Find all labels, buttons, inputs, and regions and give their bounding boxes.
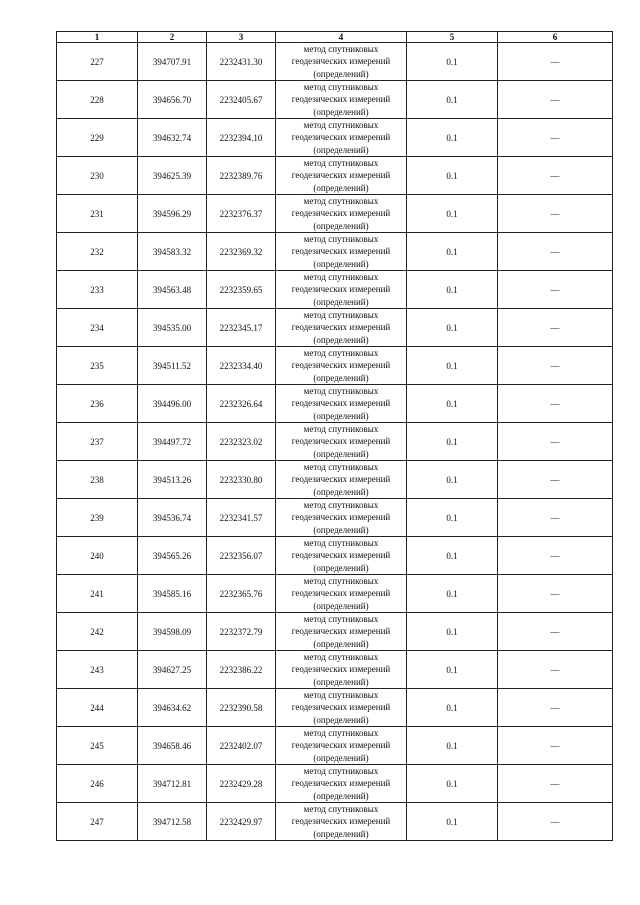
accuracy-cell: 0.1 bbox=[407, 119, 498, 157]
note-cell: — bbox=[498, 499, 613, 537]
table-row bbox=[57, 461, 613, 499]
point-number-cell: 243 bbox=[57, 651, 138, 689]
x-coordinate-cell: 394658.46 bbox=[138, 727, 207, 765]
method-cell bbox=[276, 157, 407, 195]
method-cell bbox=[276, 195, 407, 233]
x-coordinate-cell: 394513.26 bbox=[138, 461, 207, 499]
accuracy-cell: 0.1 bbox=[407, 157, 498, 195]
x-coordinate-cell: 394511.52 bbox=[138, 347, 207, 385]
method-text: метод спутниковых геодезических измерений (определений) bbox=[291, 804, 391, 839]
accuracy-cell: 0.1 bbox=[407, 727, 498, 765]
table-row bbox=[57, 575, 613, 613]
y-coordinate-cell: 2232429.28 bbox=[207, 765, 276, 803]
accuracy-cell: 0.1 bbox=[407, 309, 498, 347]
x-coordinate-cell: 394598.09 bbox=[138, 613, 207, 651]
y-coordinate-cell: 2232376.37 bbox=[207, 195, 276, 233]
x-coordinate-cell: 394535.00 bbox=[138, 309, 207, 347]
note-cell: — bbox=[498, 233, 613, 271]
note-cell: — bbox=[498, 43, 613, 81]
method-cell bbox=[276, 271, 407, 309]
accuracy-cell: 0.1 bbox=[407, 43, 498, 81]
method-cell bbox=[276, 613, 407, 651]
accuracy-cell: 0.1 bbox=[407, 347, 498, 385]
table-row bbox=[57, 803, 613, 841]
coordinates-table bbox=[56, 31, 613, 841]
y-coordinate-cell: 2232356.07 bbox=[207, 537, 276, 575]
note-cell: — bbox=[498, 195, 613, 233]
point-number-cell: 227 bbox=[57, 43, 138, 81]
x-coordinate-cell: 394625.39 bbox=[138, 157, 207, 195]
method-cell bbox=[276, 689, 407, 727]
method-text: метод спутниковых геодезических измерений (определений) bbox=[291, 348, 391, 383]
method-cell bbox=[276, 499, 407, 537]
method-cell bbox=[276, 81, 407, 119]
table-row bbox=[57, 347, 613, 385]
method-cell bbox=[276, 765, 407, 803]
y-coordinate-cell: 2232365.76 bbox=[207, 575, 276, 613]
method-text: метод спутниковых геодезических измерений (определений) bbox=[291, 120, 391, 155]
point-number-cell: 236 bbox=[57, 385, 138, 423]
table-row bbox=[57, 423, 613, 461]
x-coordinate-cell: 394563.48 bbox=[138, 271, 207, 309]
method-text: метод спутниковых геодезических измерений (определений) bbox=[291, 386, 391, 421]
method-text: метод спутниковых геодезических измерений (определений) bbox=[291, 310, 391, 345]
method-cell bbox=[276, 119, 407, 157]
y-coordinate-cell: 2232405.67 bbox=[207, 81, 276, 119]
note-cell: — bbox=[498, 157, 613, 195]
point-number-cell: 240 bbox=[57, 537, 138, 575]
header-col-6: 6 bbox=[498, 32, 613, 43]
accuracy-cell: 0.1 bbox=[407, 271, 498, 309]
point-number-cell: 241 bbox=[57, 575, 138, 613]
point-number-cell: 242 bbox=[57, 613, 138, 651]
y-coordinate-cell: 2232390.58 bbox=[207, 689, 276, 727]
method-cell bbox=[276, 651, 407, 689]
y-coordinate-cell: 2232431.30 bbox=[207, 43, 276, 81]
table-row bbox=[57, 43, 613, 81]
accuracy-cell: 0.1 bbox=[407, 803, 498, 841]
point-number-cell: 231 bbox=[57, 195, 138, 233]
accuracy-cell: 0.1 bbox=[407, 765, 498, 803]
table-row bbox=[57, 233, 613, 271]
table-row bbox=[57, 81, 613, 119]
method-cell bbox=[276, 461, 407, 499]
note-cell: — bbox=[498, 271, 613, 309]
point-number-cell: 232 bbox=[57, 233, 138, 271]
x-coordinate-cell: 394565.26 bbox=[138, 537, 207, 575]
accuracy-cell: 0.1 bbox=[407, 499, 498, 537]
note-cell: — bbox=[498, 613, 613, 651]
header-col-4: 4 bbox=[276, 32, 407, 43]
note-cell: — bbox=[498, 575, 613, 613]
note-cell: — bbox=[498, 119, 613, 157]
accuracy-cell: 0.1 bbox=[407, 461, 498, 499]
table-row bbox=[57, 727, 613, 765]
note-cell: — bbox=[498, 537, 613, 575]
method-text: метод спутниковых геодезических измерений (определений) bbox=[291, 158, 391, 193]
method-cell bbox=[276, 347, 407, 385]
method-text: метод спутниковых геодезических измерений (определений) bbox=[291, 500, 391, 535]
point-number-cell: 228 bbox=[57, 81, 138, 119]
note-cell: — bbox=[498, 689, 613, 727]
table-row bbox=[57, 385, 613, 423]
method-cell bbox=[276, 575, 407, 613]
point-number-cell: 245 bbox=[57, 727, 138, 765]
method-text: метод спутниковых геодезических измерений (определений) bbox=[291, 272, 391, 307]
y-coordinate-cell: 2232341.57 bbox=[207, 499, 276, 537]
y-coordinate-cell: 2232326.64 bbox=[207, 385, 276, 423]
document-page bbox=[56, 31, 612, 841]
x-coordinate-cell: 394497.72 bbox=[138, 423, 207, 461]
table-row bbox=[57, 119, 613, 157]
header-col-3: 3 bbox=[207, 32, 276, 43]
y-coordinate-cell: 2232386.22 bbox=[207, 651, 276, 689]
table-row bbox=[57, 195, 613, 233]
table-row bbox=[57, 499, 613, 537]
method-text: метод спутниковых геодезических измерений (определений) bbox=[291, 196, 391, 231]
method-cell bbox=[276, 385, 407, 423]
x-coordinate-cell: 394583.32 bbox=[138, 233, 207, 271]
x-coordinate-cell: 394712.58 bbox=[138, 803, 207, 841]
note-cell: — bbox=[498, 385, 613, 423]
method-text: метод спутниковых геодезических измерений (определений) bbox=[291, 424, 391, 459]
method-text: метод спутниковых геодезических измерений (определений) bbox=[291, 766, 391, 801]
x-coordinate-cell: 394632.74 bbox=[138, 119, 207, 157]
x-coordinate-cell: 394627.25 bbox=[138, 651, 207, 689]
x-coordinate-cell: 394585.16 bbox=[138, 575, 207, 613]
header-col-5: 5 bbox=[407, 32, 498, 43]
accuracy-cell: 0.1 bbox=[407, 81, 498, 119]
point-number-cell: 234 bbox=[57, 309, 138, 347]
method-cell bbox=[276, 537, 407, 575]
method-text: метод спутниковых геодезических измерений (определений) bbox=[291, 614, 391, 649]
point-number-cell: 229 bbox=[57, 119, 138, 157]
table-header-row bbox=[57, 32, 613, 43]
note-cell: — bbox=[498, 309, 613, 347]
x-coordinate-cell: 394634.62 bbox=[138, 689, 207, 727]
method-text: метод спутниковых геодезических измерений (определений) bbox=[291, 652, 391, 687]
y-coordinate-cell: 2232394.10 bbox=[207, 119, 276, 157]
note-cell: — bbox=[498, 727, 613, 765]
note-cell: — bbox=[498, 651, 613, 689]
y-coordinate-cell: 2232323.02 bbox=[207, 423, 276, 461]
point-number-cell: 239 bbox=[57, 499, 138, 537]
method-text: метод спутниковых геодезических измерений (определений) bbox=[291, 690, 391, 725]
method-cell bbox=[276, 423, 407, 461]
note-cell: — bbox=[498, 461, 613, 499]
method-text: метод спутниковых геодезических измерений (определений) bbox=[291, 234, 391, 269]
method-text: метод спутниковых геодезических измерений (определений) bbox=[291, 462, 391, 497]
y-coordinate-cell: 2232369.32 bbox=[207, 233, 276, 271]
note-cell: — bbox=[498, 423, 613, 461]
method-cell bbox=[276, 43, 407, 81]
x-coordinate-cell: 394656.70 bbox=[138, 81, 207, 119]
x-coordinate-cell: 394496.00 bbox=[138, 385, 207, 423]
x-coordinate-cell: 394536.74 bbox=[138, 499, 207, 537]
y-coordinate-cell: 2232345.17 bbox=[207, 309, 276, 347]
table-row bbox=[57, 651, 613, 689]
accuracy-cell: 0.1 bbox=[407, 385, 498, 423]
header-col-2: 2 bbox=[138, 32, 207, 43]
table-body bbox=[57, 43, 613, 841]
table-row bbox=[57, 689, 613, 727]
point-number-cell: 246 bbox=[57, 765, 138, 803]
method-text: метод спутниковых геодезических измерений (определений) bbox=[291, 538, 391, 573]
x-coordinate-cell: 394707.91 bbox=[138, 43, 207, 81]
note-cell: — bbox=[498, 81, 613, 119]
x-coordinate-cell: 394712.81 bbox=[138, 765, 207, 803]
point-number-cell: 230 bbox=[57, 157, 138, 195]
table-row bbox=[57, 157, 613, 195]
y-coordinate-cell: 2232334.40 bbox=[207, 347, 276, 385]
note-cell: — bbox=[498, 347, 613, 385]
header-col-1: 1 bbox=[57, 32, 138, 43]
point-number-cell: 247 bbox=[57, 803, 138, 841]
y-coordinate-cell: 2232359.65 bbox=[207, 271, 276, 309]
table-row bbox=[57, 309, 613, 347]
accuracy-cell: 0.1 bbox=[407, 195, 498, 233]
point-number-cell: 233 bbox=[57, 271, 138, 309]
method-text: метод спутниковых геодезических измерений (определений) bbox=[291, 728, 391, 763]
accuracy-cell: 0.1 bbox=[407, 651, 498, 689]
accuracy-cell: 0.1 bbox=[407, 423, 498, 461]
accuracy-cell: 0.1 bbox=[407, 689, 498, 727]
method-cell bbox=[276, 803, 407, 841]
table-row bbox=[57, 537, 613, 575]
method-cell bbox=[276, 233, 407, 271]
y-coordinate-cell: 2232389.76 bbox=[207, 157, 276, 195]
y-coordinate-cell: 2232429.97 bbox=[207, 803, 276, 841]
point-number-cell: 244 bbox=[57, 689, 138, 727]
point-number-cell: 235 bbox=[57, 347, 138, 385]
table-row bbox=[57, 765, 613, 803]
method-text: метод спутниковых геодезических измерений (определений) bbox=[291, 576, 391, 611]
y-coordinate-cell: 2232330.80 bbox=[207, 461, 276, 499]
method-cell bbox=[276, 727, 407, 765]
point-number-cell: 238 bbox=[57, 461, 138, 499]
table-row bbox=[57, 271, 613, 309]
note-cell: — bbox=[498, 803, 613, 841]
note-cell: — bbox=[498, 765, 613, 803]
accuracy-cell: 0.1 bbox=[407, 537, 498, 575]
point-number-cell: 237 bbox=[57, 423, 138, 461]
x-coordinate-cell: 394596.29 bbox=[138, 195, 207, 233]
table-row bbox=[57, 613, 613, 651]
accuracy-cell: 0.1 bbox=[407, 575, 498, 613]
y-coordinate-cell: 2232372.79 bbox=[207, 613, 276, 651]
accuracy-cell: 0.1 bbox=[407, 613, 498, 651]
method-text: метод спутниковых геодезических измерений (определений) bbox=[291, 82, 391, 117]
accuracy-cell: 0.1 bbox=[407, 233, 498, 271]
method-cell bbox=[276, 309, 407, 347]
y-coordinate-cell: 2232402.07 bbox=[207, 727, 276, 765]
method-text: метод спутниковых геодезических измерений (определений) bbox=[291, 44, 391, 79]
